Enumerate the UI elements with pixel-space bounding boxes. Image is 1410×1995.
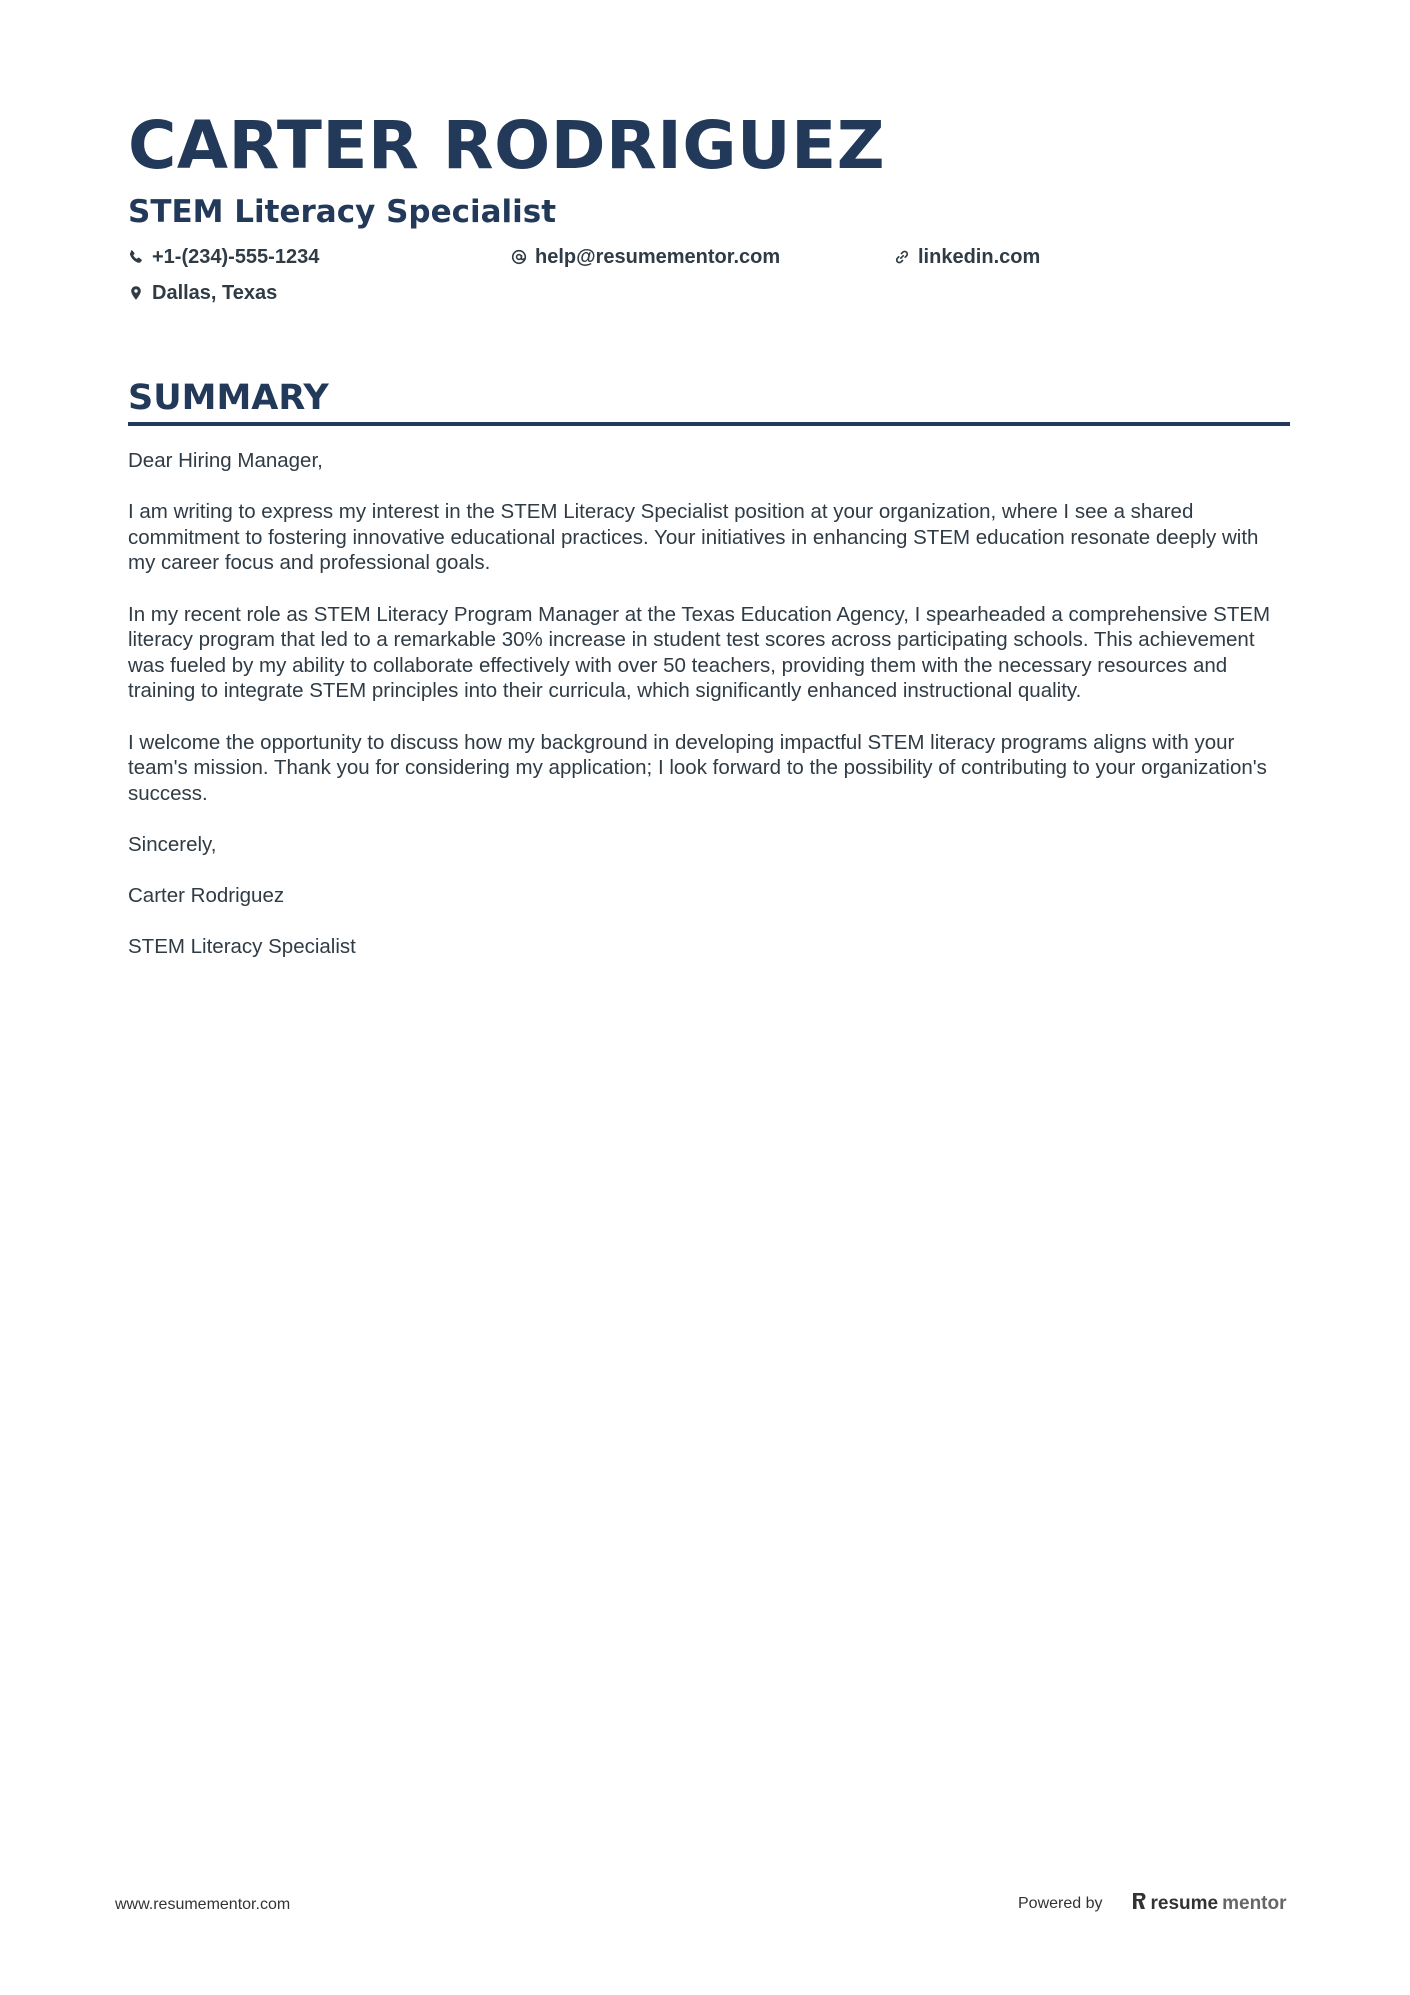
- section-title: SUMMARY: [128, 378, 329, 418]
- phone-icon: [128, 249, 144, 265]
- powered-by-label: Powered by: [1018, 1895, 1103, 1912]
- email-text: help@resumementor.com: [535, 245, 781, 268]
- contact-linkedin[interactable]: [894, 244, 1277, 270]
- candidate-role: STEM Literacy Specialist: [128, 194, 557, 230]
- resumementor-logo-icon: [1131, 1892, 1147, 1916]
- footer-branding: [1018, 1892, 1287, 1916]
- paragraph: I am writing to express my interest in the STEM Literacy Specialist position at your organization, where I see a shared commitment to fostering innovative educational practices. Your initiatives in enhancing STEM education resonate deeply with my career focus and professional goals.: [128, 500, 1259, 575]
- phone-text: +1-(234)-555-1234: [152, 245, 320, 268]
- linkedin-text: linkedin.com: [918, 245, 1041, 268]
- contact-location: [128, 280, 511, 306]
- paragraph: In my recent role as STEM Literacy Program Manager at the Texas Education Agency, I spearheaded a comprehensive STEM literacy program that led to a remarkable 30% increase in student test scores across participating schools. This achievement was fueled by my ability to collaborate effectively with over 50 teachers, providing them with the necessary resources and training to integrate STEM principles into their curricula, which significantly enhanced instructional quality.: [128, 602, 1271, 703]
- summary-section: [128, 376, 1290, 960]
- closing: Sincerely,: [128, 832, 217, 856]
- signature-title: STEM Literacy Specialist: [128, 935, 356, 959]
- at-icon: [511, 249, 527, 265]
- section-divider: [128, 422, 1290, 426]
- contact-email[interactable]: [511, 244, 894, 270]
- contact-phone: [128, 244, 511, 270]
- brand-mentor: mentor: [1222, 1893, 1287, 1914]
- link-icon: [894, 249, 910, 265]
- map-pin-icon: [128, 285, 144, 301]
- paragraph: I welcome the opportunity to discuss how my background in developing impactful STEM literacy programs aligns with your team's mission. Thank you for considering my application; I look forward to the possibility of contributing to your organization's success.: [128, 730, 1267, 805]
- contact-info: [128, 244, 1290, 306]
- signature-name: Carter Rodriguez: [128, 884, 285, 908]
- cover-letter-page: [128, 108, 1290, 985]
- location-text: Dallas, Texas: [152, 281, 278, 304]
- candidate-name: CARTER RODRIGUEZ: [128, 107, 886, 184]
- letter-body: [128, 448, 1290, 960]
- resumementor-logo[interactable]: [1131, 1892, 1287, 1916]
- footer-website[interactable]: www.resumementor.com: [115, 1896, 291, 1913]
- brand-resume: resume: [1150, 1893, 1219, 1914]
- greeting: Dear Hiring Manager,: [128, 449, 323, 472]
